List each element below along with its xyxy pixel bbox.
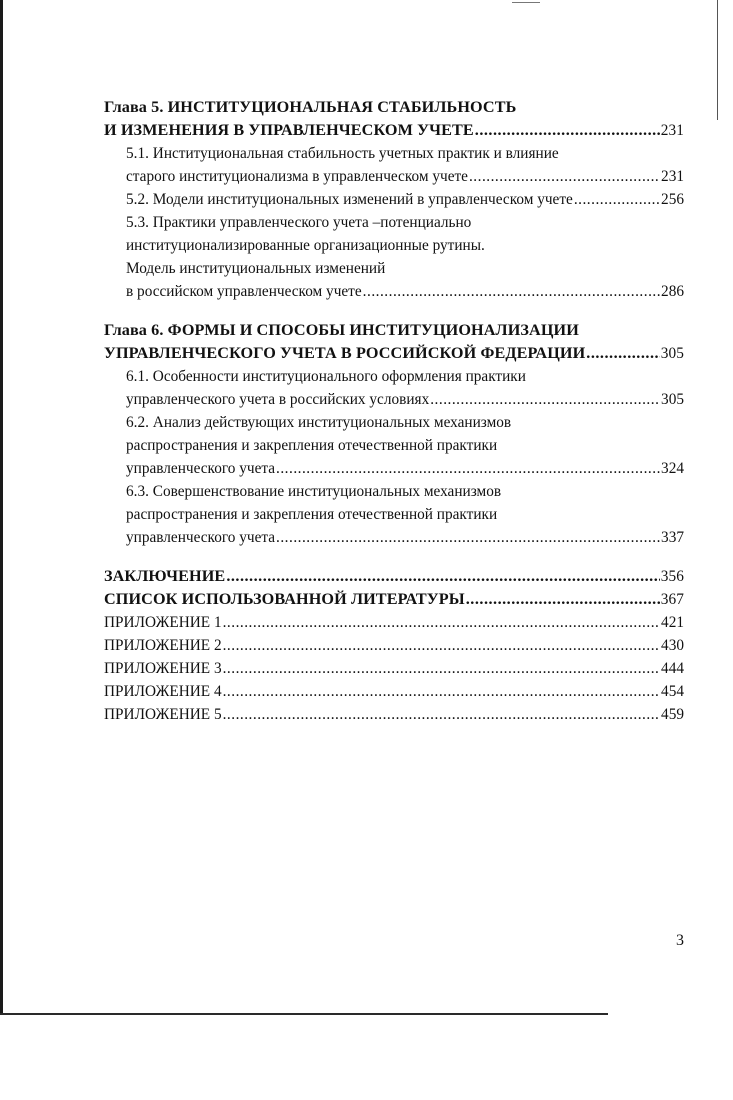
section-6-3-line-1: 6.3. Совершенствование институциональных механизмов — [126, 483, 502, 500]
section-5-2-page: 256 — [661, 191, 684, 208]
section-5-1-line-2: старого институционализма в управленческом учете — [126, 168, 468, 185]
conclusion-entry[interactable] — [104, 565, 684, 588]
section-6-3-line-3: управленческого учета — [126, 529, 276, 546]
appendix-1-label: ПРИЛОЖЕНИЕ 1 — [104, 614, 222, 631]
conclusion-label: ЗАКЛЮЧЕНИЕ — [104, 567, 226, 585]
appendix-2-page: 430 — [661, 637, 684, 654]
chapter-6-heading — [104, 319, 684, 342]
dot-leader — [466, 588, 660, 611]
dot-leader — [363, 280, 660, 303]
dot-leader — [223, 680, 660, 703]
section-5-3-heading — [104, 211, 684, 234]
dot-leader — [475, 119, 660, 142]
page-right-border — [717, 0, 718, 120]
appendix-1-entry[interactable] — [104, 611, 684, 634]
section-6-2-line-3: управленческого учета — [126, 460, 276, 477]
section-5-3-line-3: Модель институциональных изменений — [126, 260, 386, 277]
bibliography-entry[interactable] — [104, 588, 684, 611]
appendix-5-label: ПРИЛОЖЕНИЕ 5 — [104, 706, 222, 723]
section-5-1-heading — [104, 142, 684, 165]
dot-leader — [276, 526, 660, 549]
section-6-2-heading — [104, 411, 684, 434]
bibliography-page: 367 — [660, 591, 684, 608]
section-6-2-page: 324 — [661, 460, 684, 477]
scan-mark — [512, 2, 540, 3]
chapter-6-entry[interactable] — [104, 342, 684, 365]
appendix-3-label: ПРИЛОЖЕНИЕ 3 — [104, 660, 222, 677]
section-6-1-line-2: управленческого учета в российских условиях — [126, 391, 430, 408]
dot-leader — [223, 703, 660, 726]
table-of-contents — [104, 96, 684, 726]
chapter-5-entry[interactable] — [104, 119, 684, 142]
section-5-1-entry[interactable] — [104, 165, 684, 188]
appendix-1-page: 421 — [661, 614, 684, 631]
section-6-1-heading — [104, 365, 684, 388]
section-5-3-line-1: 5.3. Практики управленческого учета –потенциально — [126, 214, 472, 231]
section-6-3-line-2: распространения и закрепления отечественной практики — [126, 506, 498, 523]
section-5-3-line-3-row — [104, 257, 684, 280]
dot-leader — [223, 634, 660, 657]
section-5-3-line-4: в российском управленческом учете — [126, 283, 362, 300]
section-6-1-line-1: 6.1. Особенности институционального оформления практики — [126, 368, 526, 385]
spacer — [104, 303, 684, 319]
section-5-3-entry[interactable] — [104, 280, 684, 303]
section-5-3-line-2-row — [104, 234, 684, 257]
section-5-2-line-1: 5.2. Модели институциональных изменений в управленческом учете — [126, 191, 573, 208]
dot-leader — [226, 565, 659, 588]
page-number: 3 — [676, 932, 684, 949]
section-5-1-page: 231 — [661, 168, 684, 185]
appendix-5-page: 459 — [661, 706, 684, 723]
section-6-2-line-2-row — [104, 434, 684, 457]
dot-leader — [276, 457, 660, 480]
bibliography-label: СПИСОК ИСПОЛЬЗОВАННОЙ ЛИТЕРАТУРЫ — [104, 590, 465, 608]
dot-leader — [430, 388, 660, 411]
appendix-4-page: 454 — [661, 683, 684, 700]
dot-leader — [223, 611, 660, 634]
section-6-2-line-1: 6.2. Анализ действующих институциональных механизмов — [126, 414, 512, 431]
section-6-2-line-2: распространения и закрепления отечественной практики — [126, 437, 498, 454]
dot-leader — [469, 165, 660, 188]
chapter-5-heading — [104, 96, 684, 119]
chapter-5-title-line-2: И ИЗМЕНЕНИЯ В УПРАВЛЕНЧЕСКОМ УЧЕТЕ — [104, 121, 474, 139]
chapter-5-page: 231 — [660, 122, 684, 139]
chapter-5-title-line-1: Глава 5. ИНСТИТУЦИОНАЛЬНАЯ СТАБИЛЬНОСТЬ — [104, 98, 517, 116]
section-6-3-line-2-row — [104, 503, 684, 526]
section-6-1-page: 305 — [661, 391, 684, 408]
chapter-6-page: 305 — [660, 345, 684, 362]
section-6-3-heading — [104, 480, 684, 503]
dot-leader — [574, 188, 660, 211]
spacer — [104, 549, 684, 565]
chapter-6-title-line-1: Глава 6. ФОРМЫ И СПОСОБЫ ИНСТИТУЦИОНАЛИЗАЦИИ — [104, 321, 579, 339]
page-left-border — [0, 0, 3, 1015]
appendix-4-entry[interactable] — [104, 680, 684, 703]
conclusion-page: 356 — [660, 568, 684, 585]
appendix-2-entry[interactable] — [104, 634, 684, 657]
appendix-5-entry[interactable] — [104, 703, 684, 726]
section-5-3-line-2: институционализированные организационные рутины. — [126, 237, 485, 254]
section-6-2-entry[interactable] — [104, 457, 684, 480]
section-6-1-entry[interactable] — [104, 388, 684, 411]
chapter-6-title-line-2: УПРАВЛЕНЧЕСКОГО УЧЕТА В РОССИЙСКОЙ ФЕДЕРАЦИИ — [104, 344, 586, 362]
dot-leader — [223, 657, 660, 680]
section-6-3-entry[interactable] — [104, 526, 684, 549]
dot-leader — [586, 342, 659, 365]
appendix-3-page: 444 — [661, 660, 684, 677]
appendix-2-label: ПРИЛОЖЕНИЕ 2 — [104, 637, 222, 654]
section-5-1-line-1: 5.1. Институциональная стабильность учетных практик и влияние — [126, 145, 559, 162]
section-5-2-entry[interactable] — [104, 188, 684, 211]
section-6-3-page: 337 — [661, 529, 684, 546]
appendix-4-label: ПРИЛОЖЕНИЕ 4 — [104, 683, 222, 700]
page-bottom-border — [0, 1013, 608, 1015]
appendix-3-entry[interactable] — [104, 657, 684, 680]
section-5-3-page: 286 — [661, 283, 684, 300]
